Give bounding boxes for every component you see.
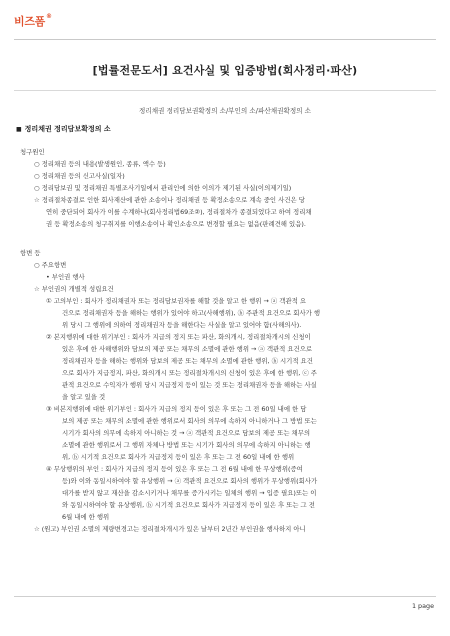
body-line: 등)와 이와 동일시하여야 할 유상행위 → ⓐ 객관적 요건으로 회사의 행위가 무상행위(회사가 bbox=[62, 477, 318, 485]
body-line: 으로 회사가 지급정지, 파산, 화의개시 또는 정리절차개시의 신청이 있은 후에 한 행위, ⓒ 주 bbox=[62, 369, 317, 377]
title-underline bbox=[14, 90, 436, 91]
body-line: 위, ⓑ 시기적 요건으로 회사가 지급정지 등이 있은 후 또는 그 전 60일 내에 한 행위 bbox=[62, 453, 295, 461]
body-line: 연히 중단되어 회사가 이를 수계하나(회사정리법69조②), 정리절차가 종결되었다고 하여 정리채 bbox=[46, 208, 312, 216]
footer-divider bbox=[14, 596, 436, 597]
body-line: 와 동일시하여야 할 유상행위, ⓑ 시기적 요건으로 회사가 지급정지 등이 있은 후 또는 그 전 bbox=[62, 501, 315, 509]
body-line: 관적 요건으로 수익자가 행위 당시 지급정지 등이 있는 것 또는 정리채권자 등을 해하는 사실 bbox=[62, 381, 317, 389]
body-line: 항변 등 bbox=[20, 249, 41, 257]
section-heading-text: 정리채권 정리담보확정의 소 bbox=[24, 125, 111, 133]
body-line: 정리채권자 등을 해하는 행위와 담보의 제공 또는 채무의 소멸에 관한 행위, ⓑ 시기적 요건 bbox=[62, 357, 313, 365]
body-line: 건으로 정리채권자 등을 해하는 행위가 있어야 하고(사해행위), ⓑ 주관적 요건으로 회사가 행 bbox=[62, 309, 320, 317]
logo-registered-mark: ® bbox=[45, 13, 52, 20]
body-line: ○ 주요항변 bbox=[34, 261, 67, 269]
document-title: [법률전문도서] 요건사실 및 입증방법(회사정리·파산) bbox=[92, 64, 358, 77]
page-number: 1 page bbox=[411, 602, 434, 610]
body-line: 청구원인 bbox=[20, 148, 45, 156]
body-line: 소멸에 관한 행위로서 그 행위 자체나 방법 또는 시기가 회사의 의무에 속하지 아니하는 행 bbox=[62, 441, 311, 449]
body-line: ○ 정리담보권 및 정리채권 특별조사기일에서 관리인에 의한 이의가 제기된 사실(이의제기일) bbox=[34, 184, 292, 192]
body-line: ○ 정리채권 등의 내용(발생원인, 종류, 액수 등) bbox=[34, 160, 166, 168]
body-line: 대가를 받지 않고 재산을 감소시키거나 채무를 증가시키는 일체의 행위 → 입증 필요)또는 이 bbox=[62, 489, 317, 497]
body-line: 시기가 회사의 의무에 속하지 아니하는 것 → ⓐ 객관적 요건으로 담보의 제공 또는 채무의 bbox=[62, 429, 311, 437]
body-line: 위 당시 그 행위에 의하여 정리채권자 등을 해한다는 사실을 알고 있어야 함(사해의사). bbox=[62, 321, 302, 329]
body-line: 보의 제공 또는 채무의 소멸에 관한 행위로서 회사의 의무에 속하지 아니하거나 그 방법 또는 bbox=[62, 417, 317, 425]
body-line: 을 알고 있을 것 bbox=[62, 393, 106, 401]
body-line: ☆ 정리절차종결로 인한 회사재산에 관한 소송이나 정리채권 등 확정소송으로 계속 중인 사건은 당 bbox=[34, 196, 305, 204]
body-line: 6월 내에 한 행위 bbox=[62, 513, 110, 521]
body-line: ☆ 부인권의 개별적 성립요건 bbox=[34, 285, 114, 293]
section-heading bbox=[16, 124, 111, 134]
logo-text: 비즈폼 bbox=[14, 15, 45, 28]
body-line: 있은 후에 한 사해행위와 담보의 제공 또는 채무의 소멸에 관한 행위 → ⓐ 객관적 요건으로 bbox=[62, 345, 313, 353]
brand-logo bbox=[14, 13, 52, 29]
square-bullet-icon: ■ bbox=[16, 126, 22, 133]
body-line: ○ 정리채권 등의 신고사실(일자) bbox=[34, 172, 125, 180]
header-divider bbox=[14, 39, 436, 40]
body-line: ① 고의부인 : 회사가 정리채권자 또는 정리담보권자를 해할 것을 알고 한 행위 → ⓐ 객관적 요 bbox=[46, 297, 306, 305]
body-line: 권 등 확정소송의 청구취지를 이행소송이나 확인소송으로 변경할 필요는 없음(판례견해 있음). bbox=[46, 220, 306, 228]
body-line: ② 본지행위에 대한 위기부인 : 회사가 지급의 정지 또는 파산, 화의개시, 정리절차개시의 신청이 bbox=[46, 333, 311, 341]
document-subtitle: 정리채권 정리담보권확정의 소/부인의 소/파산채권확정의 소 bbox=[138, 107, 312, 115]
body-line: ☆ (원고) 부인권 소멸의 제량변경고는 정리절차개시가 있은 날부터 2년간 부인권을 행사하지 아니 bbox=[34, 525, 306, 533]
body-line: ④ 무상행위의 부인 : 회사가 지급의 정지 등이 있은 후 또는 그 전 6월 내에 한 무상행위(증여 bbox=[46, 465, 303, 473]
body-line: • 부인권 행사 bbox=[46, 273, 85, 281]
body-line: ③ 비본지행위에 대한 위기부인 : 회사가 지급의 정지 등이 있은 후 또는 그 전 60일 내에 한 담 bbox=[46, 405, 307, 413]
